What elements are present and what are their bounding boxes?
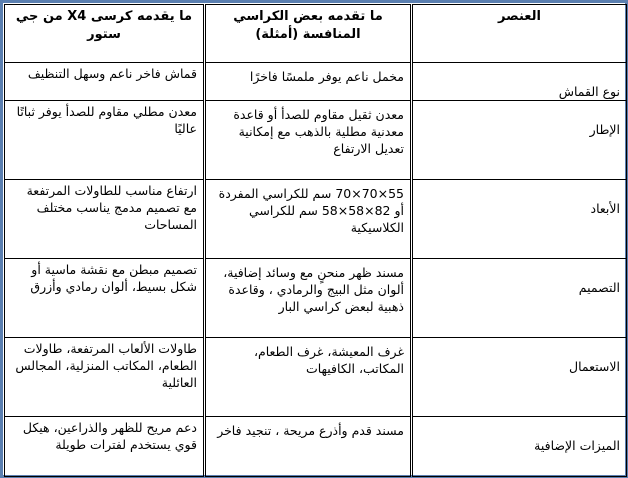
table-row bbox=[5, 259, 627, 338]
header-x4: ما يقدمه كرسى X4 من جي ستور bbox=[5, 5, 205, 63]
competitors-cell: معدن ثقيل مقاوم للصدأ أو قاعدة معدنية مطلية بالذهب مع إمكانية تعديل الارتفاع bbox=[205, 101, 412, 180]
table-row bbox=[5, 63, 627, 101]
x4-cell: تصميم مبطن مع نقشة ماسية أو شكل بسيط، ألوان رمادي وأزرق bbox=[5, 259, 205, 338]
competitors-cell: مسند قدم وأذرع مريحة ، تنجيد فاخر bbox=[205, 417, 412, 477]
row-label: الإطار bbox=[412, 101, 627, 180]
header-element: العنصر bbox=[412, 5, 627, 63]
row-label: الأبعاد bbox=[412, 180, 627, 259]
competitors-cell: مخمل ناعم يوفر ملمسًا فاخرًا bbox=[205, 63, 412, 101]
competitors-cell: 55×70×70 سم للكراسي المفردة أو 82×58×58 سم للكراسي الكلاسيكية bbox=[205, 180, 412, 259]
table-row bbox=[5, 417, 627, 477]
row-label: الميزات الإضافية bbox=[412, 417, 627, 477]
row-label: التصميم bbox=[412, 259, 627, 338]
row-label: نوع القماش bbox=[412, 63, 627, 101]
table-row bbox=[5, 180, 627, 259]
x4-cell: معدن مطلي مقاوم للصدأ يوفر ثباتًا عاليًا bbox=[5, 101, 205, 180]
competitors-cell: مسند ظهر منحنٍ مع وسائد إضافية، ألوان مثل البيج والرمادي ، وقاعدة ذهبية لبعض كراسي البار bbox=[205, 259, 412, 338]
x4-cell: طاولات الألعاب المرتفعة، طاولات الطعام، المكاتب المنزلية، المجالس العائلية bbox=[5, 338, 205, 417]
competitors-cell: غرف المعيشة، غرف الطعام، المكاتب، الكافيهات bbox=[205, 338, 412, 417]
x4-cell: ارتفاع مناسب للطاولات المرتفعة مع تصميم مدمج يناسب مختلف المساحات bbox=[5, 180, 205, 259]
header-row bbox=[5, 5, 627, 63]
header-competitors: ما تقدمه بعض الكراسي المنافسة (أمثلة) bbox=[205, 5, 412, 63]
x4-cell: قماش فاخر ناعم وسهل التنظيف bbox=[5, 63, 205, 101]
comparison-table bbox=[4, 4, 627, 477]
x4-cell: دعم مريح للظهر والذراعين، هيكل قوي يستخدم لفترات طويلة bbox=[5, 417, 205, 477]
table-row bbox=[5, 101, 627, 180]
row-label: الاستعمال bbox=[412, 338, 627, 417]
table-row bbox=[5, 338, 627, 417]
